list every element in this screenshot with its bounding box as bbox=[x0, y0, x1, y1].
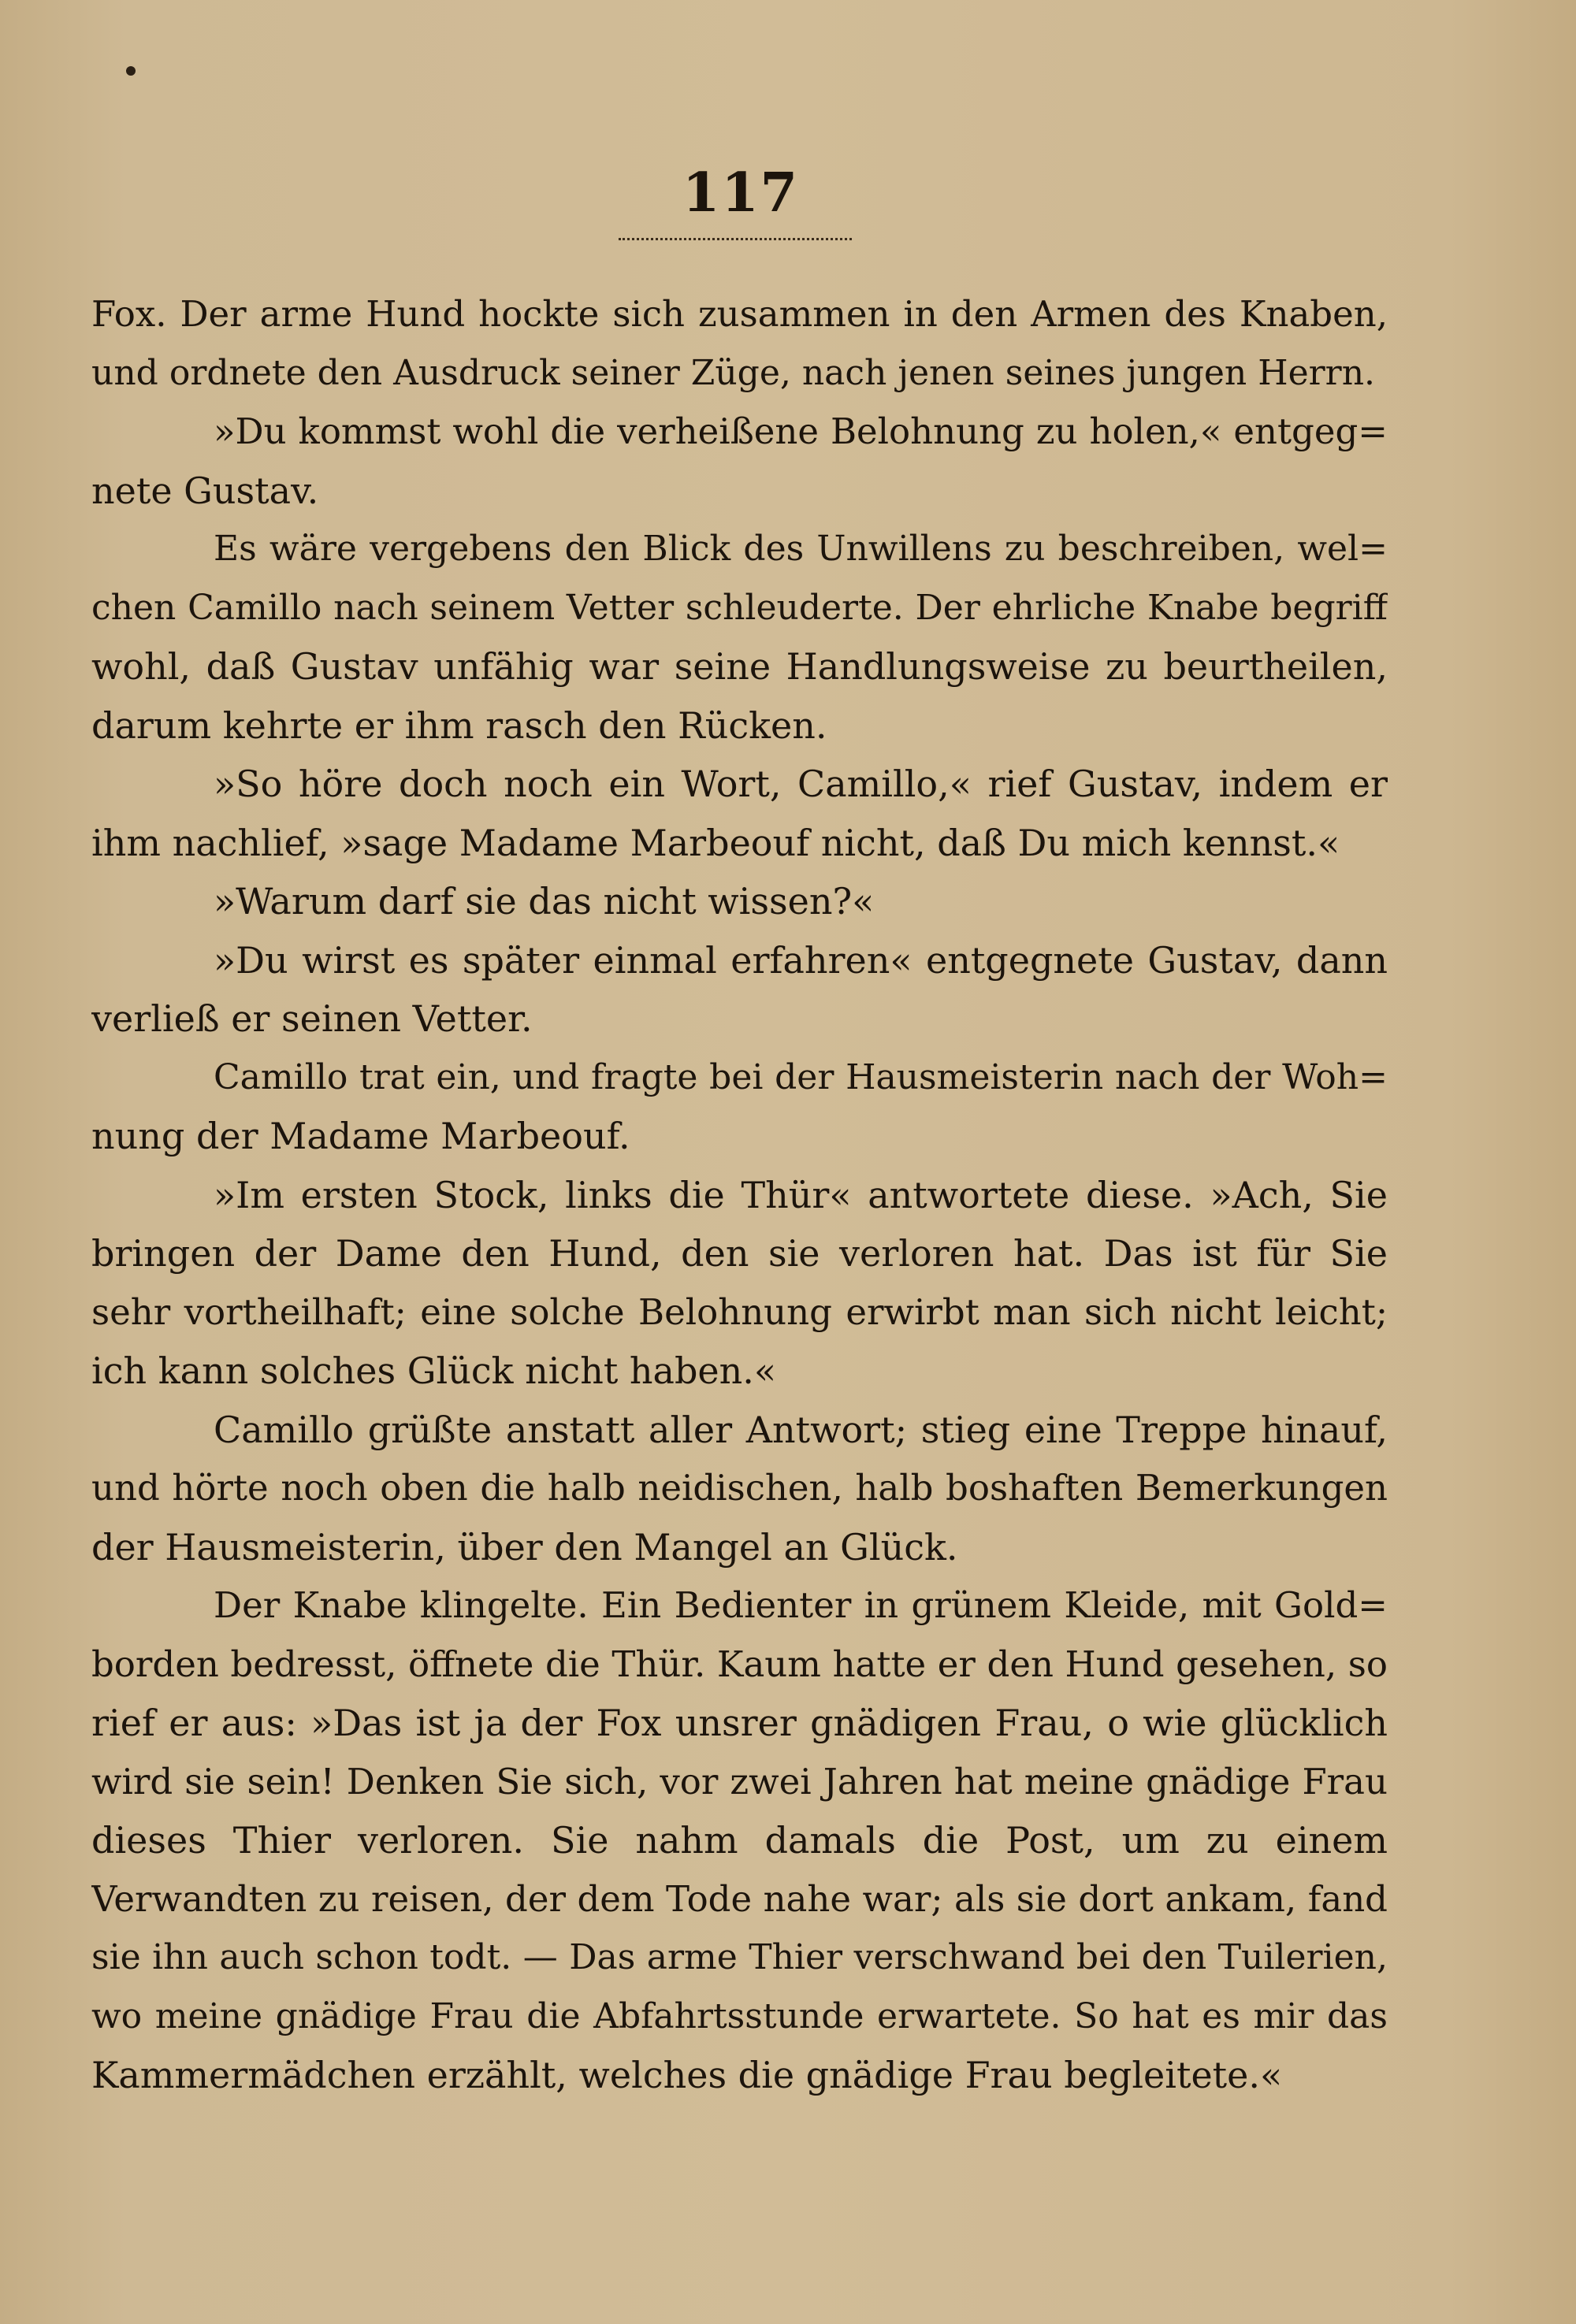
text-line: sehr vortheilhaft; eine solche Belohnung erwirbt man sich nicht leicht; bbox=[91, 1290, 1388, 1333]
text-line: Camillo grüßte anstatt aller Antwort; stieg eine Treppe hinauf, bbox=[214, 1408, 1388, 1451]
text-line: Camillo trat ein, und fragte bei der Hausmeisterin nach der Woh= bbox=[214, 1056, 1388, 1097]
text-line: borden bedresst, öffnete die Thür. Kaum hatte er den Hund gesehen, so bbox=[91, 1643, 1388, 1685]
page-number: 117 bbox=[682, 161, 799, 225]
text-line: »Du kommst wohl die verheißene Belohnung zu holen,« entgeg= bbox=[214, 410, 1388, 452]
text-line: Es wäre vergebens den Blick des Unwillens zu beschreiben, wel= bbox=[214, 529, 1388, 569]
text-line: chen Camillo nach seinem Vetter schleuderte. Der ehrliche Knabe begriff bbox=[91, 587, 1388, 628]
text-line: wo meine gnädige Frau die Abfahrtsstunde erwartete. So hat es mir das bbox=[91, 1995, 1388, 2036]
text-line: Kammermädchen erzählt, welches die gnädige Frau begleitete.« bbox=[91, 2054, 1283, 2096]
text-line: und hörte noch oben die halb neidischen, halb boshaften Bemerkungen bbox=[91, 1467, 1388, 1509]
header-rule bbox=[619, 238, 852, 240]
text-line: bringen der Dame den Hund, den sie verloren hat. Das ist für Sie bbox=[91, 1232, 1388, 1275]
body-text bbox=[91, 285, 1388, 2105]
text-line: ich kann solches Glück nicht haben.« bbox=[91, 1349, 777, 1392]
text-line: »Warum darf sie das nicht wissen?« bbox=[214, 880, 875, 923]
text-line: darum kehrte er ihm rasch den Rücken. bbox=[91, 704, 827, 747]
text-line: der Hausmeisterin, über den Mangel an Glück. bbox=[91, 1525, 958, 1569]
text-line: rief er aus: »Das ist ja der Fox unsrer gnädigen Frau, o wie glücklich bbox=[91, 1702, 1388, 1744]
text-line: Der Knabe klingelte. Ein Bedienter in grünem Kleide, mit Gold= bbox=[214, 1584, 1388, 1626]
text-line: wird sie sein! Denken Sie sich, vor zwei Jahren hat meine gnädige Frau bbox=[91, 1760, 1388, 1802]
text-line: nete Gustav. bbox=[91, 469, 319, 512]
text-line: »So höre doch noch ein Wort, Camillo,« rief Gustav, indem er bbox=[214, 763, 1388, 805]
text-line: Verwandten zu reisen, der dem Tode nahe war; als sie dort ankam, fand bbox=[91, 1877, 1388, 1920]
text-line: »Im ersten Stock, links die Thür« antwortete diese. »Ach, Sie bbox=[214, 1173, 1388, 1216]
ink-speck bbox=[126, 66, 136, 76]
text-line: verließ er seinen Vetter. bbox=[91, 997, 533, 1040]
text-line: wohl, daß Gustav unfähig war seine Handlungsweise zu beurtheilen, bbox=[91, 645, 1388, 688]
text-line: Fox. Der arme Hund hockte sich zusammen in den Armen des Knaben, bbox=[91, 293, 1388, 335]
text-line: dieses Thier verloren. Sie nahm damals die Post, um zu einem bbox=[91, 1819, 1388, 1862]
text-line: ihm nachlief, »sage Madame Marbeouf nicht, daß Du mich kennst.« bbox=[91, 821, 1340, 864]
text-line: sie ihn auch schon todt. — Das arme Thier verschwand bei den Tuilerien, bbox=[91, 1937, 1388, 1977]
text-line: nung der Madame Marbeouf. bbox=[91, 1115, 630, 1157]
text-line: »Du wirst es später einmal erfahren« entgegnete Gustav, dann bbox=[214, 938, 1388, 982]
text-line: und ordnete den Ausdruck seiner Züge, nach jenen seines jungen Herrn. bbox=[91, 352, 1376, 393]
